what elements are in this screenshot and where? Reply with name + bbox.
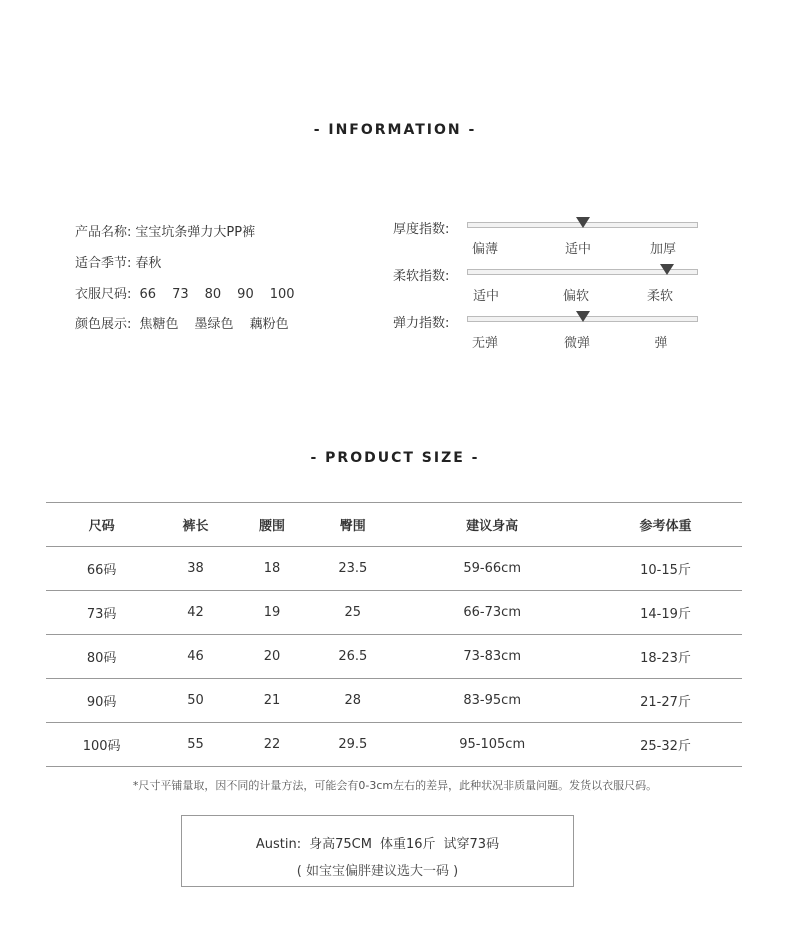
thickness-index-label: 厚度指数: [393,222,450,237]
table-cell: 10-15斤 [589,547,742,591]
table-cell: 73-83cm [395,635,589,679]
information-title: - INFORMATION - [313,122,477,138]
thickness-level-mid: 适中 [564,242,592,257]
table-cell: 83-95cm [395,679,589,723]
elasticity-index-label: 弹力指数: [393,316,450,331]
table-row [46,591,742,635]
table-cell: 19 [234,591,311,635]
table-cell: 25-32斤 [589,723,742,767]
softness-index-bar [467,269,698,275]
table-cell: 38 [157,547,234,591]
thickness-level-high: 加厚 [649,242,677,257]
elasticity-index-bar [467,316,698,322]
softness-index-label: 柔软指数: [393,269,450,284]
table-cell: 29.5 [310,723,395,767]
table-cell: 55 [157,723,234,767]
elasticity-level-high: 弹 [654,336,668,351]
elasticity-index-marker [576,311,590,322]
softness-index [393,265,703,305]
season-value: 春秋 [135,256,162,271]
table-row [46,635,742,679]
thickness-index-bar [467,222,698,228]
season-label: 适合季节: [75,256,132,271]
color-option: 墨绿色 [194,317,234,332]
header-waist: 腰围 [234,503,311,547]
table-cell: 14-19斤 [589,591,742,635]
header-height: 建议身高 [395,503,589,547]
table-cell: 100码 [46,723,157,767]
table-cell: 21-27斤 [589,679,742,723]
table-cell: 46 [157,635,234,679]
table-cell: 20 [234,635,311,679]
product-size-title: - PRODUCT SIZE - [310,450,480,466]
elasticity-index [393,312,703,352]
model-advice: ( 如宝宝偏胖建议选大一码 ) [296,864,459,879]
sizes-label: 衣服尺码: [75,287,132,302]
table-cell: 73码 [46,591,157,635]
table-cell: 21 [234,679,311,723]
model-info-box [181,815,574,887]
color-option: 焦糖色 [139,317,179,332]
header-size: 尺码 [46,503,157,547]
table-cell: 18-23斤 [589,635,742,679]
size-option: 73 [172,287,189,302]
table-cell: 90码 [46,679,157,723]
table-cell: 42 [157,591,234,635]
product-name-value: 宝宝坑条弹力大PP裤 [135,225,256,240]
product-name-label: 产品名称: [75,225,132,240]
model-name: Austin: [255,837,302,852]
thickness-index-marker [576,217,590,228]
softness-level-high: 柔软 [646,289,674,304]
header-length: 裤长 [157,503,234,547]
table-cell: 22 [234,723,311,767]
table-cell: 95-105cm [395,723,589,767]
colors-row [75,313,305,332]
thickness-level-low: 偏薄 [471,242,499,257]
table-cell: 50 [157,679,234,723]
header-hip: 臀围 [310,503,395,547]
table-cell: 59-66cm [395,547,589,591]
table-cell: 66-73cm [395,591,589,635]
size-table [46,502,742,767]
colors-label: 颜色展示: [75,317,132,332]
table-row [46,723,742,767]
table-row [46,679,742,723]
season-row [75,252,161,271]
model-info-line [182,833,573,852]
model-weight: 体重16斤 [379,837,436,852]
table-cell: 66码 [46,547,157,591]
size-option: 80 [204,287,222,302]
model-tried-size: 试穿73码 [443,837,500,852]
table-cell: 25 [310,591,395,635]
table-header-row [46,503,742,547]
thickness-index [393,218,703,258]
color-option: 藕粉色 [249,317,289,332]
table-cell: 23.5 [310,547,395,591]
product-name-row [75,221,255,240]
elasticity-level-low: 无弹 [471,336,499,351]
measurement-note: *尺寸平铺量取，因不同的计量方法，可能会有0-3cm左右的差异，此种状况非质量问题。发货以衣服尺码。 [132,779,658,792]
sizes-row [75,283,311,302]
table-cell: 18 [234,547,311,591]
table-row [46,547,742,591]
table-cell: 80码 [46,635,157,679]
table-cell: 28 [310,679,395,723]
softness-level-low: 适中 [472,289,500,304]
table-cell: 26.5 [310,635,395,679]
header-weight: 参考体重 [589,503,742,547]
size-option: 90 [237,287,254,302]
softness-index-marker [660,264,674,275]
model-height: 身高75CM [309,837,372,852]
size-option: 66 [139,287,157,302]
elasticity-level-mid: 微弹 [563,336,591,351]
softness-level-mid: 偏软 [562,289,590,304]
size-option: 100 [269,287,295,302]
